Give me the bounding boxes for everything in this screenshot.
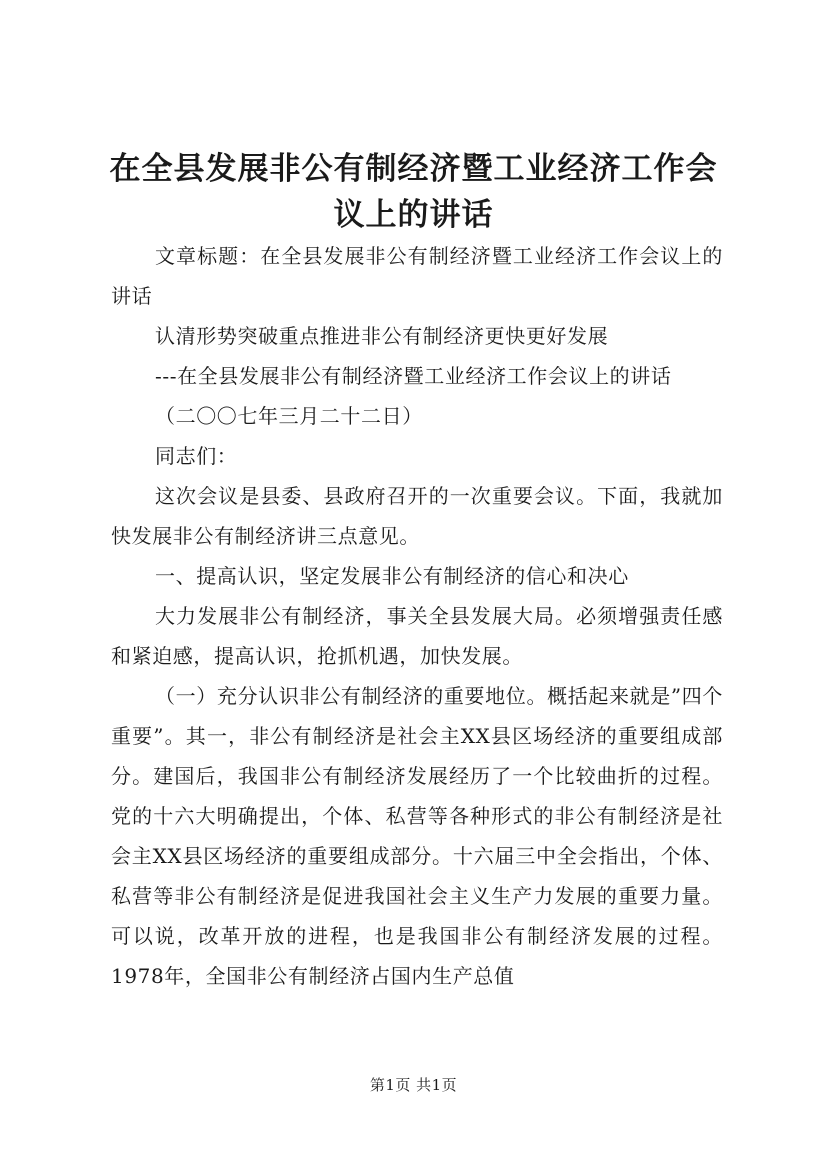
section-heading: 一、提高认识，坚定发展非公有制经济的信心和决心 [155, 564, 629, 588]
body-paragraph: 大力发展非公有制经济，事关全县发展大局。必须增强责任感和紧迫感，提高认识，抢抓机遇，加快发展。 [111, 604, 723, 668]
document-body [111, 236, 723, 996]
speech-date: （二〇〇七年三月二十二日） [155, 404, 423, 428]
salutation: 同志们： [155, 444, 238, 468]
speech-subheading: ---在全县发展非公有制经济暨工业经济工作会议上的讲话 [155, 364, 672, 388]
speech-heading: 认清形势突破重点推进非公有制经济更快更好发展 [155, 324, 609, 348]
document-title: 在全县发展非公有制经济暨工业经济工作会议上的讲话 [109, 151, 718, 233]
page-footer: 第1页 共1页 [369, 1076, 458, 1094]
body-paragraph: 这次会议是县委、县政府召开的一次重要会议。下面，我就加快发展非公有制经济讲三点意见。 [111, 484, 723, 548]
body-paragraph: （一）充分认识非公有制经济的重要地位。概括起来就是”四个重要”。其一，非公有制经济是社会主XX县区场经济的重要组成部分。建国后，我国非公有制经济发展经历了一个比较曲折的过程。党的十六大明确提出，个体、私营等各种形式的非公有制经济是社会主XX县区场经济的重要组成部分。十六届三中全会指出，个体、私营等非公有制经济是促进我国社会主义生产力发展的重要力量。可以说，改革开放的进程，也是我国非公有制经济发展的过程。1978年，全国非公有制经济占国内生产总值 [111, 684, 723, 988]
article-title-line: 文章标题：在全县发展非公有制经济暨工业经济工作会议上的讲话 [111, 244, 723, 308]
